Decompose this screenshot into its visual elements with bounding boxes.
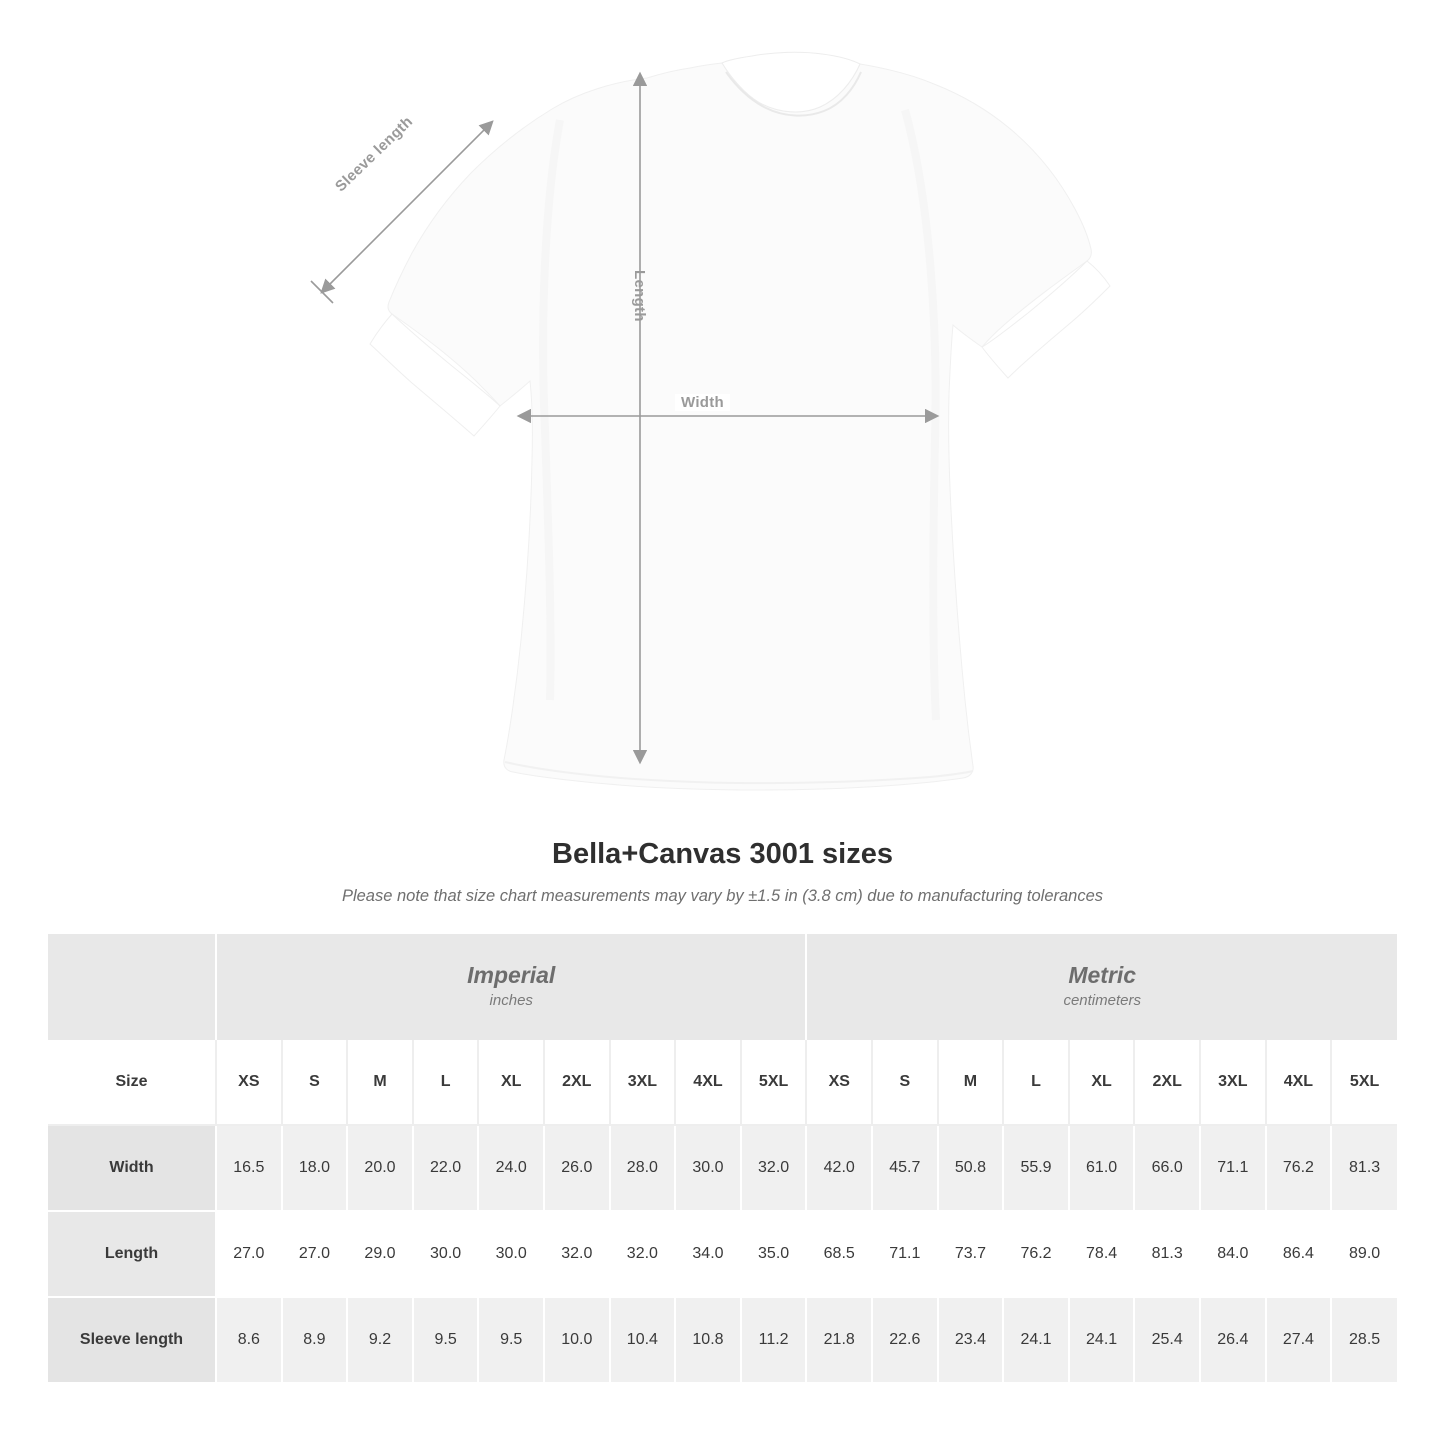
unit-group-spacer xyxy=(48,934,216,1040)
table-row-size-header xyxy=(48,1040,1397,1125)
cell-sleeve-imperial-4xl: 10.8 xyxy=(675,1297,741,1383)
cell-sleeve-metric-m: 23.4 xyxy=(938,1297,1004,1383)
unit-group-metric-unit: centimeters xyxy=(1063,992,1141,1010)
column-header-metric-3xl: 3XL xyxy=(1200,1040,1266,1125)
cell-width-metric-4xl: 76.2 xyxy=(1266,1125,1332,1211)
cell-length-metric-m: 73.7 xyxy=(938,1211,1004,1297)
cell-sleeve-imperial-3xl: 10.4 xyxy=(610,1297,676,1383)
cell-length-imperial-s: 27.0 xyxy=(282,1211,348,1297)
cell-length-imperial-m: 29.0 xyxy=(347,1211,413,1297)
cell-width-imperial-l: 22.0 xyxy=(413,1125,479,1211)
size-table-wrapper xyxy=(48,934,1397,1384)
cell-length-metric-l: 76.2 xyxy=(1003,1211,1069,1297)
cell-sleeve-imperial-s: 8.9 xyxy=(282,1297,348,1383)
cell-length-imperial-xs: 27.0 xyxy=(216,1211,282,1297)
cell-length-imperial-2xl: 32.0 xyxy=(544,1211,610,1297)
cell-length-metric-4xl: 86.4 xyxy=(1266,1211,1332,1297)
cell-width-metric-s: 45.7 xyxy=(872,1125,938,1211)
column-header-metric-l: L xyxy=(1003,1040,1069,1125)
row-header-width: Width xyxy=(48,1125,216,1211)
column-header-imperial-5xl: 5XL xyxy=(741,1040,807,1125)
tshirt-shape xyxy=(370,52,1110,790)
row-header-sleeve-length: Sleeve length xyxy=(48,1297,216,1383)
cell-length-imperial-3xl: 32.0 xyxy=(610,1211,676,1297)
cell-sleeve-imperial-xs: 8.6 xyxy=(216,1297,282,1383)
cell-width-imperial-4xl: 30.0 xyxy=(675,1125,741,1211)
cell-width-metric-3xl: 71.1 xyxy=(1200,1125,1266,1211)
cell-width-imperial-3xl: 28.0 xyxy=(610,1125,676,1211)
cell-sleeve-metric-xl: 24.1 xyxy=(1069,1297,1135,1383)
cell-length-imperial-4xl: 34.0 xyxy=(675,1211,741,1297)
page-title: Bella+Canvas 3001 sizes xyxy=(552,838,893,870)
column-header-metric-2xl: 2XL xyxy=(1134,1040,1200,1125)
cell-width-imperial-2xl: 26.0 xyxy=(544,1125,610,1211)
row-header-length: Length xyxy=(48,1211,216,1297)
column-header-imperial-3xl: 3XL xyxy=(610,1040,676,1125)
size-table xyxy=(48,934,1397,1384)
column-header-imperial-l: L xyxy=(413,1040,479,1125)
column-header-imperial-xl: XL xyxy=(478,1040,544,1125)
unit-group-metric xyxy=(806,934,1397,1040)
cell-sleeve-metric-2xl: 25.4 xyxy=(1134,1297,1200,1383)
cell-sleeve-metric-l: 24.1 xyxy=(1003,1297,1069,1383)
width-label: Width xyxy=(675,394,730,411)
cell-sleeve-metric-5xl: 28.5 xyxy=(1331,1297,1397,1383)
column-header-imperial-2xl: 2XL xyxy=(544,1040,610,1125)
cell-sleeve-imperial-l: 9.5 xyxy=(413,1297,479,1383)
cell-width-imperial-s: 18.0 xyxy=(282,1125,348,1211)
cell-sleeve-metric-xs: 21.8 xyxy=(806,1297,872,1383)
column-header-size: Size xyxy=(48,1040,216,1125)
column-header-metric-m: M xyxy=(938,1040,1004,1125)
cell-sleeve-metric-4xl: 27.4 xyxy=(1266,1297,1332,1383)
chart-header xyxy=(0,838,1445,906)
length-label: Length xyxy=(631,270,648,322)
cell-length-imperial-l: 30.0 xyxy=(413,1211,479,1297)
column-header-metric-xs: XS xyxy=(806,1040,872,1125)
cell-length-metric-3xl: 84.0 xyxy=(1200,1211,1266,1297)
table-row xyxy=(48,1125,1397,1211)
cell-length-metric-2xl: 81.3 xyxy=(1134,1211,1200,1297)
cell-sleeve-metric-3xl: 26.4 xyxy=(1200,1297,1266,1383)
unit-group-imperial-name: Imperial xyxy=(467,961,556,988)
unit-group-metric-name: Metric xyxy=(1068,961,1137,988)
cell-length-metric-s: 71.1 xyxy=(872,1211,938,1297)
cell-sleeve-metric-s: 22.6 xyxy=(872,1297,938,1383)
cell-width-metric-m: 50.8 xyxy=(938,1125,1004,1211)
cell-width-metric-xl: 61.0 xyxy=(1069,1125,1135,1211)
unit-group-imperial xyxy=(216,934,806,1040)
cell-sleeve-imperial-2xl: 10.0 xyxy=(544,1297,610,1383)
cell-width-imperial-xs: 16.5 xyxy=(216,1125,282,1211)
cell-sleeve-imperial-5xl: 11.2 xyxy=(741,1297,807,1383)
cell-sleeve-imperial-m: 9.2 xyxy=(347,1297,413,1383)
cell-length-metric-5xl: 89.0 xyxy=(1331,1211,1397,1297)
tolerance-note: Please note that size chart measurements may vary by ±1.5 in (3.8 cm) due to manufacturing tolerances xyxy=(341,887,1104,905)
unit-group-imperial-unit: inches xyxy=(489,992,533,1010)
cell-length-metric-xs: 68.5 xyxy=(806,1211,872,1297)
column-header-metric-xl: XL xyxy=(1069,1040,1135,1125)
column-header-imperial-xs: XS xyxy=(216,1040,282,1125)
table-row xyxy=(48,1211,1397,1297)
column-header-imperial-m: M xyxy=(347,1040,413,1125)
cell-length-imperial-xl: 30.0 xyxy=(478,1211,544,1297)
column-header-metric-5xl: 5XL xyxy=(1331,1040,1397,1125)
table-row xyxy=(48,1297,1397,1383)
sleeve-length-label: Sleeve length xyxy=(332,113,417,196)
cell-width-metric-xs: 42.0 xyxy=(806,1125,872,1211)
column-header-imperial-s: S xyxy=(282,1040,348,1125)
cell-width-imperial-xl: 24.0 xyxy=(478,1125,544,1211)
cell-width-imperial-5xl: 32.0 xyxy=(741,1125,807,1211)
cell-length-imperial-5xl: 35.0 xyxy=(741,1211,807,1297)
cell-width-imperial-m: 20.0 xyxy=(347,1125,413,1211)
column-header-imperial-4xl: 4XL xyxy=(675,1040,741,1125)
column-header-metric-4xl: 4XL xyxy=(1266,1040,1332,1125)
column-header-metric-s: S xyxy=(872,1040,938,1125)
unit-group-row xyxy=(48,934,1397,1040)
cell-sleeve-imperial-xl: 9.5 xyxy=(478,1297,544,1383)
cell-width-metric-l: 55.9 xyxy=(1003,1125,1069,1211)
cell-width-metric-5xl: 81.3 xyxy=(1331,1125,1397,1211)
cell-length-metric-xl: 78.4 xyxy=(1069,1211,1135,1297)
cell-width-metric-2xl: 66.0 xyxy=(1134,1125,1200,1211)
